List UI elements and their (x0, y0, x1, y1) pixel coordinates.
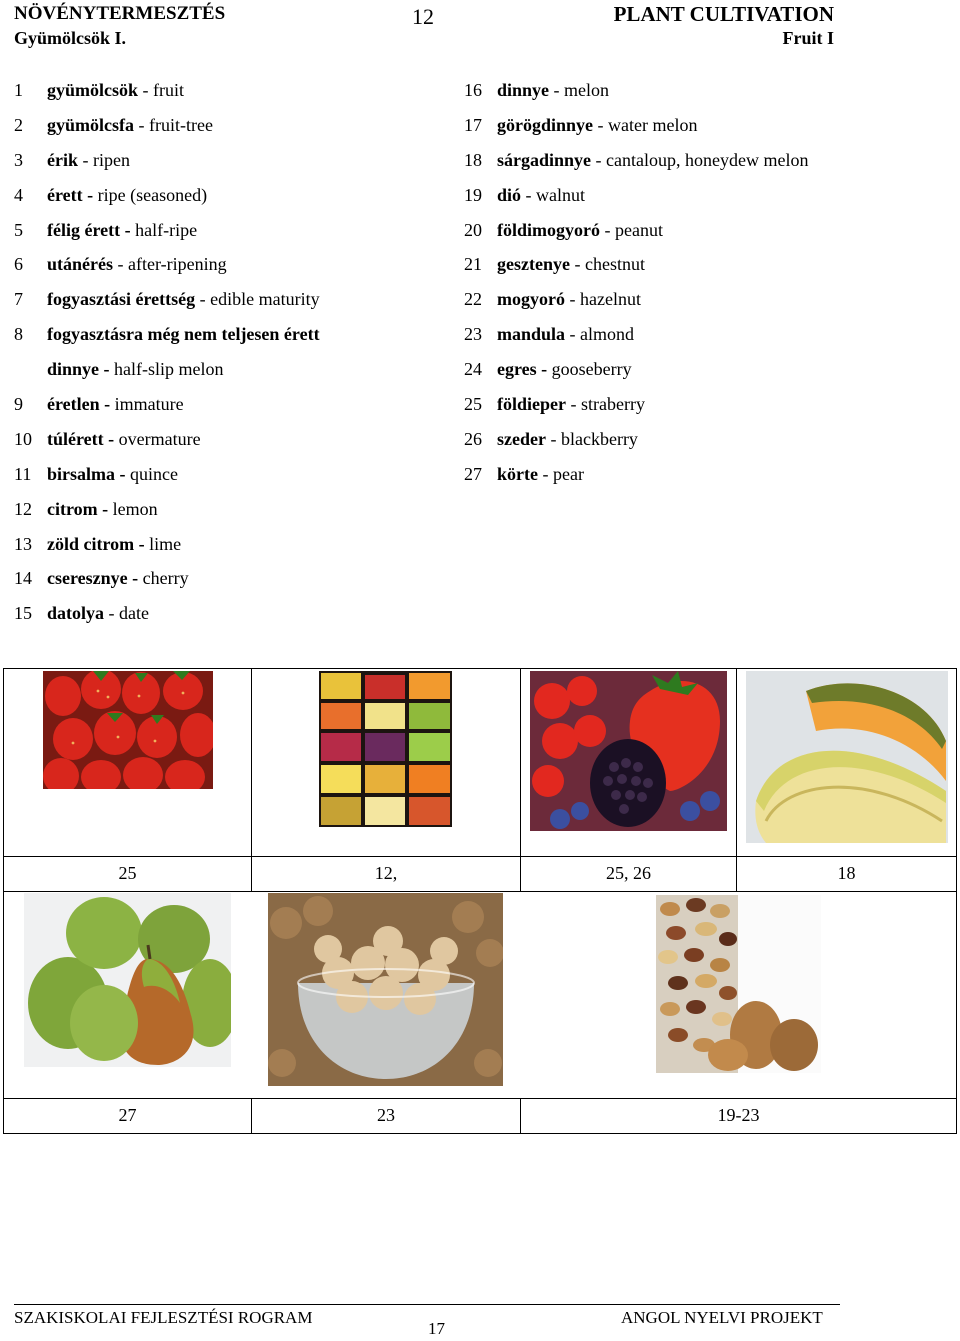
walnuts-bowl-photo (268, 893, 503, 1086)
strawberries-photo (43, 671, 213, 789)
vocab-number: 8 (14, 324, 23, 345)
vocab-number: 27 (464, 463, 482, 484)
vocab-term: földieper (497, 394, 566, 415)
vocab-term: egres - (497, 359, 548, 380)
footer-rule (14, 1304, 840, 1305)
caption-walnuts: 23 (377, 1105, 395, 1125)
vocab-translation: overmature (114, 428, 201, 449)
vocab-translation: ripe (seasoned) (93, 184, 208, 205)
caption-strawberries: 25 (118, 863, 137, 883)
vocab-term: túlérett - (47, 428, 115, 449)
vocab-term: utánérés (47, 254, 113, 275)
footer-page-number: 17 (428, 1319, 445, 1338)
vocab-number: 1 (14, 80, 23, 100)
footer-program: SZAKISKOLAI FEJLESZTÉSI ROGRAM (14, 1308, 313, 1327)
vocab-number: 12 (14, 498, 32, 519)
vocab-translation: - chestnut (569, 254, 645, 275)
header-left (14, 2, 225, 50)
vocab-term: birsalma - (47, 463, 126, 484)
vocab-number: 25 (464, 394, 482, 415)
vocab-number: 19 (464, 184, 482, 205)
vocab-number: 4 (14, 184, 23, 205)
vocab-term: sárgadinnye (497, 149, 592, 170)
vocab-term: mogyoró (497, 289, 565, 310)
berries-photo (530, 671, 727, 831)
vocab-translation: gooseberry (547, 359, 632, 380)
vocab-translation: - water melon (593, 114, 698, 135)
vocab-term: dinnye - (47, 359, 110, 380)
vocab-translation: - edible maturity (195, 289, 320, 310)
vocab-translation: lemon (108, 498, 158, 519)
vocab-translation: half-slip melon (109, 359, 224, 380)
vocab-translation: - hazelnut (564, 289, 641, 310)
vocab-number: 18 (464, 149, 482, 170)
vocab-term: fogyasztási érettség (47, 289, 196, 310)
vocab-translation: cherry (138, 568, 189, 589)
vocab-translation: - straberry (566, 394, 645, 415)
vocab-number: 11 (14, 463, 32, 484)
vocab-number: 2 (14, 114, 23, 135)
pears-photo (24, 893, 231, 1067)
vocab-translation: - blackberry (545, 428, 638, 449)
vocab-term: félig érett - (47, 219, 131, 240)
header-subject-hu: NÖVÉNYTERMESZTÉS (14, 3, 226, 24)
vocab-number: 17 (464, 114, 482, 135)
vocab-number: 5 (14, 219, 23, 240)
vocab-number: 26 (464, 428, 482, 449)
mixed-nuts-photo (656, 895, 821, 1073)
vocab-term: datolya (47, 603, 105, 624)
vocab-term: gyümölcsfa (47, 114, 134, 135)
vocab-translation: immature (110, 394, 184, 415)
vocab-term: görögdinnye (497, 114, 594, 135)
header-right (614, 2, 834, 50)
vocab-term: érett - (47, 184, 94, 205)
vocab-translation: - almond (565, 324, 635, 345)
vocab-term: szeder (497, 428, 546, 449)
vocab-translation: quince (125, 463, 178, 484)
vocab-term: zöld citrom - (47, 533, 145, 554)
vocab-term: fogyasztásra még nem teljesen érett (47, 324, 320, 345)
vocab-translation: - ripen (78, 149, 130, 170)
vocab-number: 22 (464, 289, 482, 310)
header-subject-en: PLANT CULTIVATION (613, 2, 834, 26)
vocab-term: mandula (497, 324, 566, 345)
vocab-number: 6 (14, 254, 23, 275)
vocab-number: 13 (14, 533, 32, 554)
vocab-translation: half-ripe (130, 219, 198, 240)
picture-grid (3, 668, 957, 1134)
vocab-translation: - fruit-tree (134, 114, 213, 135)
vocab-term: citrom - (47, 498, 109, 519)
vocab-number: 23 (464, 324, 482, 345)
vocab-number: 15 (14, 603, 32, 624)
page-number: 12 (412, 4, 434, 29)
caption-pears: 27 (118, 1105, 137, 1125)
caption-melon: 18 (837, 863, 856, 883)
vocab-translation: - peanut (600, 219, 663, 240)
vocab-translation: - melon (549, 80, 610, 100)
header-topic-hu: Gyümölcsök I. (14, 28, 127, 48)
vocab-number: 21 (464, 254, 482, 275)
vocab-translation: - fruit (138, 80, 184, 100)
vocab-translation: - pear (537, 463, 584, 484)
vocab-term: körte (497, 463, 538, 484)
vocab-number: 24 (464, 359, 482, 380)
vocab-number: 10 (14, 428, 32, 449)
vocab-number: 7 (14, 289, 23, 310)
vocab-number: 20 (464, 219, 482, 240)
vocab-number: 9 (14, 394, 23, 415)
vocab-term: földimogyoró (497, 219, 600, 240)
header-topic-en: Fruit I (782, 28, 834, 48)
vocab-term: dió (497, 184, 522, 205)
footer-project: ANGOL NYELVI PROJEKT (621, 1308, 823, 1327)
vocab-term: éretlen - (47, 394, 111, 415)
vocab-term: gyümölcsök (47, 80, 139, 100)
vocab-number: 16 (464, 80, 482, 100)
caption-fruit-market: 12, (374, 863, 398, 883)
caption-mixed-nuts: 19-23 (717, 1105, 760, 1125)
vocab-term: dinnye (497, 80, 550, 100)
grid-rule (4, 891, 956, 892)
melon-photo (746, 671, 948, 843)
vocab-term: érik (47, 149, 78, 170)
vocab-translation: - date (104, 603, 149, 624)
vocab-number: 3 (14, 149, 23, 170)
vocab-number: 14 (14, 568, 32, 589)
vocab-translation: lime (144, 533, 182, 554)
vocab-translation: - cantaloup, honeydew melon (591, 149, 809, 170)
vocab-term: cseresznye - (47, 568, 139, 589)
vocab-translation: - after-ripening (113, 254, 227, 275)
fruit-market-photo (319, 671, 452, 827)
caption-berries: 25, 26 (606, 863, 651, 883)
vocab-term: gesztenye (497, 254, 570, 275)
vocab-translation: - walnut (521, 184, 585, 205)
